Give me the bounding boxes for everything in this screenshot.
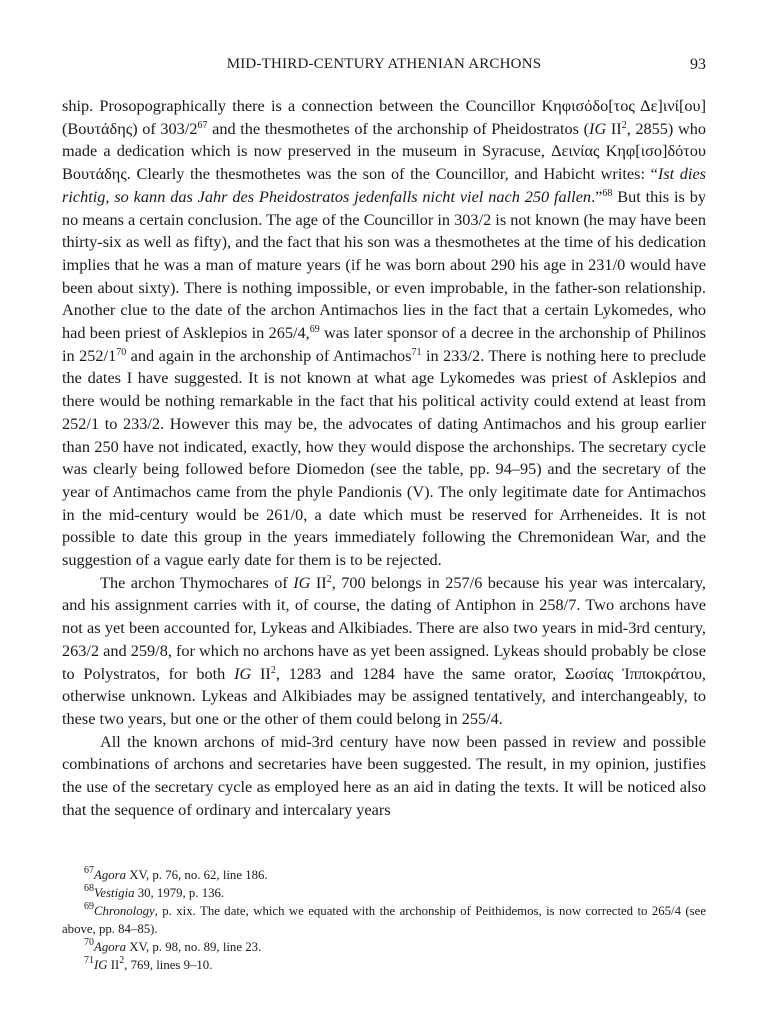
text-run: XV, p. 76, no. 62, line 186.	[126, 868, 268, 882]
text-run: ship. Prosopographically there is a connection between the Councillor Κηφισόδο[τος Δε]ινί[ου] (Βουτάδης) of 303/2	[62, 96, 706, 138]
page-number: 93	[690, 56, 706, 73]
text-run: The archon Thymochares of	[100, 572, 294, 592]
italic-text: Vestigia	[94, 886, 135, 900]
note-ref: 70	[116, 346, 127, 358]
italic-text: Ist dies richtig, so kann das Jahr des Pheidostratos jedenfalls nicht viel nach 250 fallen	[62, 164, 707, 206]
text-run: .”	[591, 186, 603, 206]
footnote-69	[62, 902, 706, 938]
italic-text: IG	[94, 958, 108, 972]
text-run: , p. xix. The date, which we equated with the archonship of Peithidemos, is now corrected to 265/4 (see above, pp. 84–85).	[62, 904, 706, 936]
text-run: II	[251, 663, 271, 683]
text-run: , 769, lines 9–10.	[124, 958, 213, 972]
note-ref: 2	[270, 664, 276, 676]
paragraph-2	[62, 572, 706, 731]
note-ref: 67	[197, 119, 208, 131]
note-ref: 69	[84, 901, 94, 912]
text-run: II	[606, 118, 622, 138]
text-run: II	[107, 958, 120, 972]
italic-text: Agora	[94, 868, 126, 882]
text-run: was later sponsor of a decree in the archonship of Philinos in 252/1	[62, 323, 706, 365]
italic-text: Agora	[94, 940, 126, 954]
paragraph-3	[62, 731, 706, 822]
text-run: All the known archons of mid-3rd century have now been passed in review and possible combinations of archons and secretaries have been suggested. The result, in my opinion, justifies the use of the secretary cycle as employed here as an aid in dating the texts. It will be noticed also that the sequence of ordinary and intercalary years	[62, 731, 706, 819]
note-ref: 71	[84, 955, 94, 966]
text-run: 30, 1979, p. 136.	[134, 886, 225, 900]
note-ref: 71	[411, 346, 422, 358]
note-ref: 68	[602, 187, 613, 199]
paragraph-1	[62, 95, 706, 572]
running-title: MID-THIRD-CENTURY ATHENIAN ARCHONS	[226, 56, 542, 72]
text-run: XV, p. 98, no. 89, line 23.	[126, 940, 262, 954]
italic-text: IG	[234, 663, 252, 683]
text-run: But this is by no means a certain conclusion. The age of the Councillor in 303/2 is not known (he may have been thirty-six as well as fifty), and the fact that his son was a thesmothetes at the time of his dedication implies that he was a man of mature years (if he was born about 290 his age in 231/0 would have been about sixty). There is nothing impossible, or even improbable, in the father-son relationship. Another clue to the date of the archon Antimachos lies in the fact that a certain Lykomedes, who had been priest of Asklepios in 265/4,	[62, 186, 706, 343]
italic-text: IG	[589, 118, 607, 138]
italic-text: Chronology	[94, 904, 155, 918]
text-run: and the thesmothetes of the archonship of Pheidostratos (	[207, 118, 590, 138]
note-ref: 2	[621, 119, 627, 131]
text-run: , 700 belongs in 257/6 because his year was intercalary, and his assignment carries with it, of course, the dating of Antiphon in 258/7. Two archons have not as yet been accounted for, Lykeas and Alkibiades. There are also two years in mid-3rd century, 263/2 and 259/8, for which no archons have as yet been assigned. Lykeas should probably be close to Polystratos, for both	[62, 572, 706, 683]
text-run: II	[310, 572, 327, 592]
note-ref: 2	[326, 573, 332, 585]
text-run: in 233/2. There is nothing here to preclude the dates I have suggested. It is not known at what age Lykomedes was priest of Asklepios and there would be nothing remarkable in the fact that his political activity could extend at least from 252/1 to 233/2. However this may be, the advocates of dating Antimachos and his group earlier than 250 have not indicated, exactly, how they would dispose the archonships. The secretary cycle was clearly being followed before Diomedon (see the table, pp. 94–95) and the secretary of the year of Antimachos came from the phyle Pandionis (V). The only legitimate date for Antimachos in the mid-century would be 261/0, a date which must be reserved for Arrheneides. It is not possible to date this group in the years immediately following the Chremonidean War, and the suggestion of a vague early date for them is to be rejected.	[62, 345, 707, 570]
note-ref: 70	[84, 937, 94, 948]
note-ref: 2	[119, 955, 125, 966]
italic-text: IG	[293, 572, 311, 592]
text-run: and again in the archonship of Antimachos	[126, 345, 412, 365]
note-ref: 67	[84, 865, 94, 876]
footnote-67	[62, 866, 706, 884]
text-run: , 1283 and 1284 have the same orator, Σωσίας Ἱπποκράτου, otherwise unknown. Lykeas and Alkibiades may be assigned tentatively, and interchangeably, to these two years, but one or the other of them could belong in 255/4.	[62, 663, 706, 728]
text-run: , 2855) who made a dedication which is now preserved in the museum in Syracuse, Δεινίας Κηφ[ισο]δότου Βουτάδης. Clearly the thesmothetes was the son of the Councillor, and Habicht writes: “	[62, 118, 707, 184]
note-ref: 68	[84, 883, 94, 894]
body-text	[62, 95, 706, 822]
page-header	[62, 56, 706, 78]
footnote-70	[62, 938, 706, 956]
footnote-71	[62, 956, 706, 974]
footnotes	[62, 866, 706, 974]
note-ref: 69	[309, 324, 320, 336]
footnote-68	[62, 884, 706, 902]
